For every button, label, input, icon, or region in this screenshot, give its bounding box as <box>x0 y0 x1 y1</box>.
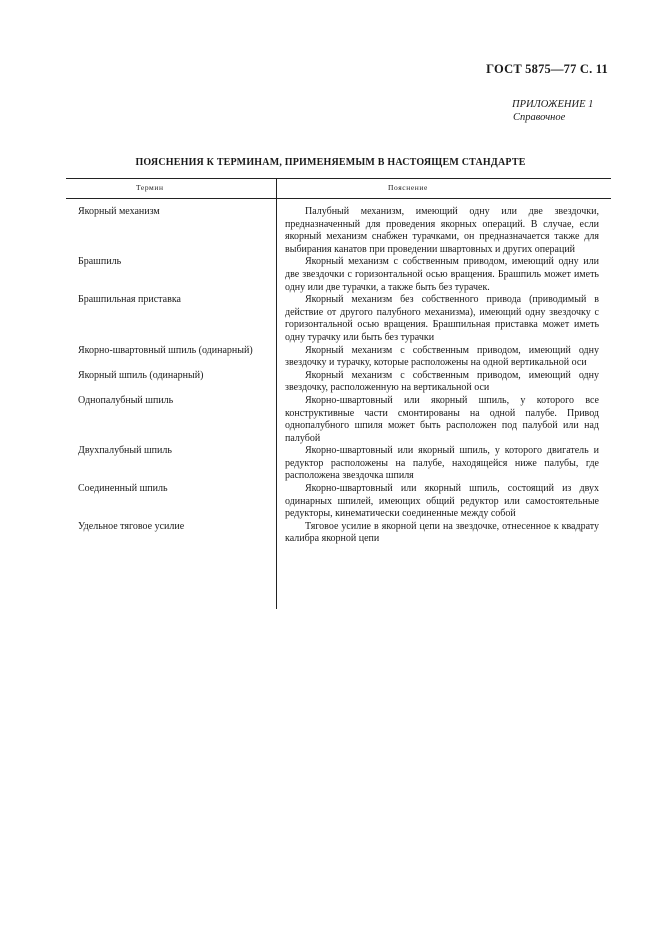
explanation-text: Якорно-швартовный или якорный шпиль, у которого все конструктивные части смонтированы на одной палубе. Привод однопалубного шпиля может быть расположен под палубой или над палубой <box>285 394 599 444</box>
term-cell: Соединенный шпиль <box>78 483 168 495</box>
explanation-cell <box>276 483 599 521</box>
term-cell: Якорный механизм <box>78 206 160 217</box>
column-header-explanation: Пояснение <box>388 183 428 192</box>
table-row <box>66 445 611 483</box>
term-cell: Удельное тяговое усилие <box>78 520 185 532</box>
explanation-text: Якорно-швартовный или якорный шпиль, состоящий из двух одинарных шпилей, имеющих общий редуктор или самостоятельные редукторы, кинематически соединенные между собой <box>285 483 599 520</box>
explanation-text: Тяговое усилие в якорной цепи на звездочке, отнесенное к квадрату калибра якорной цепи <box>285 520 599 545</box>
document-title: ПОЯСНЕНИЯ К ТЕРМИНАМ, ПРИМЕНЯЕМЫМ В НАСТОЯЩЕМ СТАНДАРТЕ <box>135 157 526 168</box>
table-row <box>66 294 611 344</box>
table-row <box>66 256 611 294</box>
term-cell: Брашпильная приставка <box>78 294 181 306</box>
explanation-cell <box>276 206 599 256</box>
term-cell: Двухпалубный шпиль <box>78 445 172 457</box>
table-row <box>66 483 611 521</box>
explanation-cell <box>276 521 599 546</box>
table-row <box>66 521 611 546</box>
explanation-text: Якорный механизм с собственным приводом, имеющий одну или две звездочки с горизонтальной осью вращения. Брашпиль может иметь одну или две турачки, а также быть без турачек. <box>285 256 599 293</box>
table-body <box>66 199 611 546</box>
table-header <box>66 178 611 199</box>
explanation-cell <box>276 395 599 445</box>
term-cell: Однопалубный шпиль <box>78 394 174 406</box>
explanation-cell <box>276 370 599 395</box>
appendix-title: ПРИЛОЖЕНИЕ 1 <box>512 99 594 110</box>
terms-table <box>66 178 611 546</box>
term-cell: Брашпиль <box>78 256 122 268</box>
table-row <box>66 395 611 445</box>
table-row <box>66 370 611 395</box>
appendix-label <box>512 98 593 124</box>
column-header-term: Термин <box>136 183 164 192</box>
page-header-code: ГОСТ 5875—77 С. 11 <box>486 62 608 76</box>
explanation-text: Якорный механизм с собственным приводом, имеющий одну звездочку, расположенную на вертикальной оси <box>285 369 599 394</box>
explanation-text: Якорный механизм с собственным приводом, имеющий одну звездочку и турачку, которые расположены на одной вертикальной оси <box>285 344 599 369</box>
term-cell: Якорно-швартовный шпиль (одинарный) <box>78 344 253 356</box>
appendix-subtitle: Справочное <box>513 112 566 123</box>
explanation-cell <box>276 256 599 294</box>
explanation-cell <box>276 294 599 344</box>
explanation-cell <box>276 345 599 370</box>
table-row <box>66 206 611 256</box>
table-row <box>66 345 611 370</box>
explanation-text: Палубный механизм, имеющий одну или две звездочки, предназначенный для проведения якорных операций. В случае, если якорный механизм снабжен турачками, он предназначается также для выбирания канатов при проведении швартовных и других операций <box>285 206 599 255</box>
explanation-text: Якорный механизм без собственного привода (приводимый в действие от другого палубного механизма), имеющий одну звездочку с горизонтальной осью вращения. Брашпильная приставка может иметь одну турачку или быть без турачки <box>285 294 599 343</box>
term-cell: Якорный шпиль (одинарный) <box>78 369 204 381</box>
explanation-cell <box>276 445 599 483</box>
explanation-text: Якорно-швартовный или якорный шпиль, у которого двигатель и редуктор расположены на палубе, находящейся ниже палубы, где расположена звездочка шпиля <box>285 445 599 482</box>
